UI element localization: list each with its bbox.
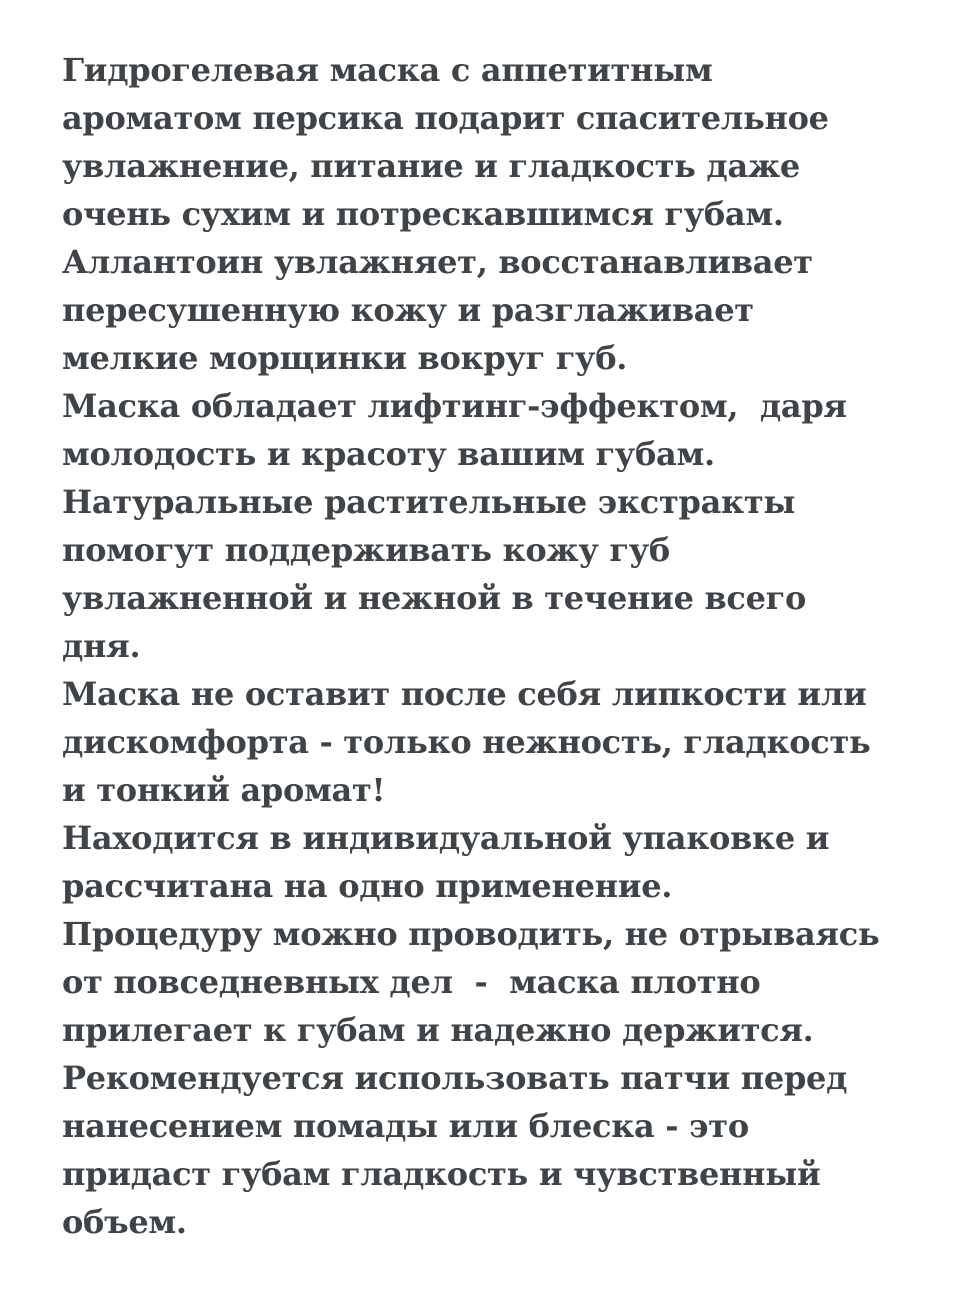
- text-line: и тонкий аромат!: [62, 771, 386, 809]
- text-line: Гидрогелевая маска с аппетитным: [62, 51, 713, 89]
- text-line: дискомфорта - только нежность, гладкость: [62, 723, 871, 761]
- text-line: Процедуру можно проводить, не отрываясь: [62, 915, 880, 953]
- text-line: пересушенную кожу и разглаживает: [62, 291, 754, 329]
- text-line: помогут поддерживать кожу губ: [62, 531, 670, 569]
- text-line: Маска обладает лифтинг-эффектом, даря: [62, 387, 847, 425]
- text-line: Находится в индивидуальной упаковке и: [62, 819, 830, 857]
- text-line: Рекомендуется использовать патчи перед: [62, 1059, 848, 1097]
- text-line: мелкие морщинки вокруг губ.: [62, 339, 628, 377]
- text-line: увлажнение, питание и гладкость даже: [62, 147, 800, 185]
- text-line: придаст губам гладкость и чувственный: [62, 1155, 821, 1193]
- text-line: молодость и красоту вашим губам.: [62, 435, 715, 473]
- text-line: Натуральные растительные экстракты: [62, 483, 796, 521]
- text-line: увлажненной и нежной в течение всего: [62, 579, 807, 617]
- text-line: ароматом персика подарит спасительное: [62, 99, 829, 137]
- text-line: от повседневных дел - маска плотно: [62, 963, 761, 1001]
- text-line: прилегает к губам и надежно держится.: [62, 1011, 814, 1049]
- text-line: нанесением помады или блеска - это: [62, 1107, 749, 1145]
- text-line: объем.: [62, 1203, 187, 1241]
- text-line: Маска не оставит после себя липкости или: [62, 675, 867, 713]
- text-line: очень сухим и потрескавшимся губам.: [62, 195, 784, 233]
- text-line: дня.: [62, 627, 141, 665]
- text-line: Аллантоин увлажняет, восстанавливает: [62, 243, 813, 281]
- text-line: рассчитана на одно применение.: [62, 867, 673, 905]
